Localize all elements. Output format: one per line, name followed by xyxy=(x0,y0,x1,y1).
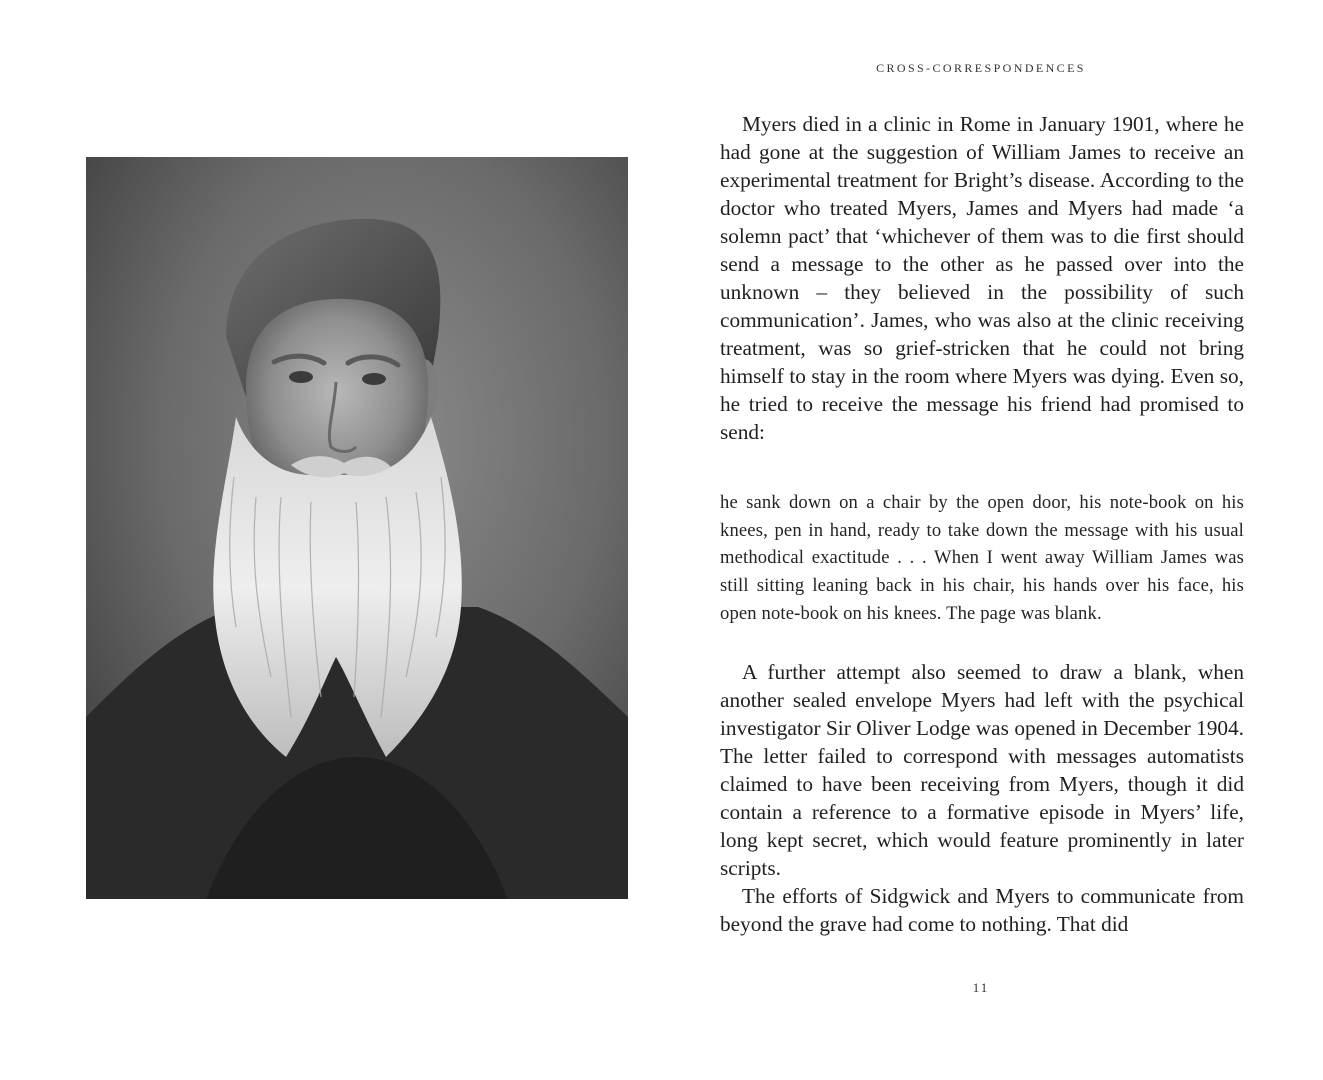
bearded-man-portrait-icon xyxy=(86,157,628,899)
portrait-photograph xyxy=(86,157,628,899)
body-paragraph: The efforts of Sidgwick and Myers to communicate from beyond the grave had come to nothing. That did xyxy=(720,883,1244,936)
running-head: CROSS-CORRESPONDENCES xyxy=(876,61,1086,75)
body-paragraph: Myers died in a clinic in Rome in January 1901, where he had gone at the suggestion of William James to receive an experimental treatment for Bright’s disease. According to the doctor who treated Myers, James and Myers had made ‘a solemn pact’ that ‘whichever of them was to die first should send a message to the other as he passed over into the unknown – they believed in the possibility of such communication’. James, who was also at the clinic receiving treatment, was so grief-stricken that he could not bring himself to stay in the room where Myers was dying. Even so, he tried to receive the message his friend had promised to send: xyxy=(720,112,1244,444)
body-paragraph: A further attempt also seemed to draw a blank, when another sealed envelope Myers had left with the psychical investigator Sir Oliver Lodge was opened in December 1904. The letter failed to correspond with messages automatists claimed to have been receiving from Myers, though it did contain a reference to a formative episode in Myers’ life, long kept secret, which would feature prominently in later scripts. xyxy=(720,659,1244,880)
block-quote: he sank down on a chair by the open door, his note-book on his knees, pen in hand, ready to take down the message with his usual methodical exactitude . . . When I went away William James was still sitting leaning back in his chair, his hands over his face, his open note-book on his knees. The page was blank. xyxy=(720,492,1244,624)
text-column xyxy=(720,108,1244,938)
page-number: 11 xyxy=(972,980,990,995)
